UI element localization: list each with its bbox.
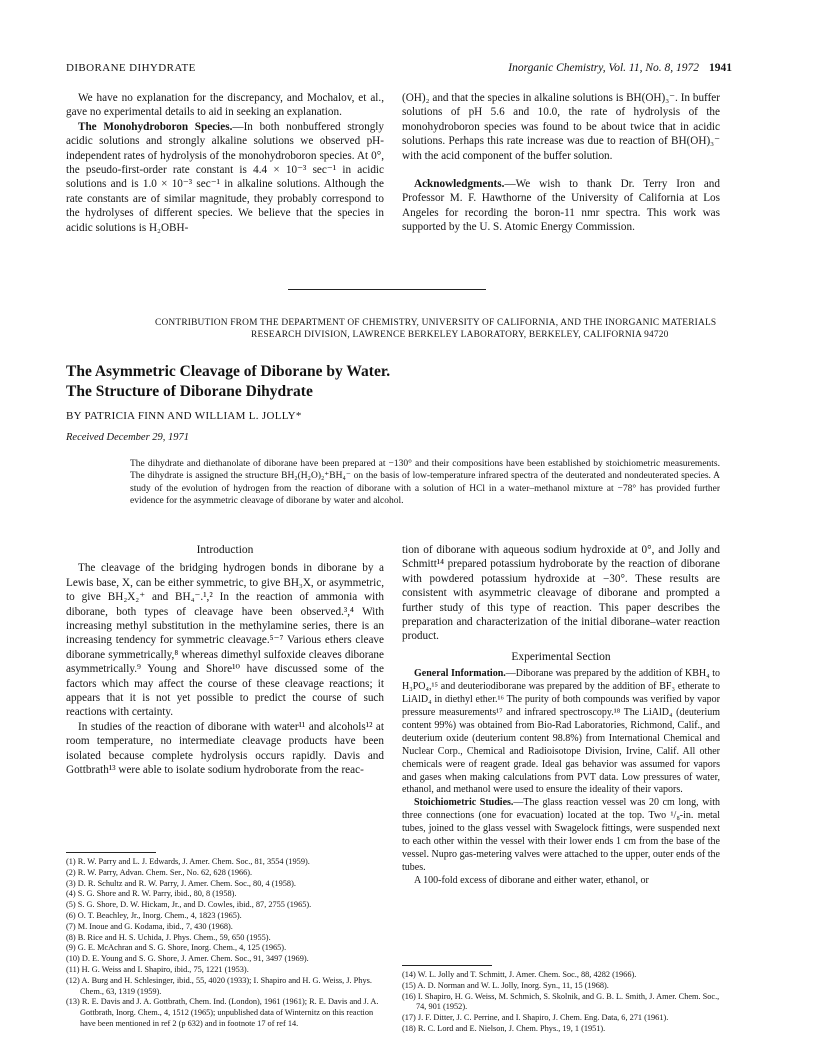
footnote-rule-left	[66, 852, 156, 853]
prev-article-right-column	[402, 91, 720, 235]
reference-item: (7) M. Inoue and G. Kodama, ibid., 7, 430 (1968).	[66, 921, 233, 931]
experimental-section	[402, 668, 720, 887]
title-line-1: The Asymmetric Cleavage of Diborane by Water.	[66, 363, 391, 380]
prev-paragraph-continued: (OH)₂ and that the species in alkaline solutions is BH(OH)₃⁻. In buffer solutions of pH 5.6 and 10.0, the rate of hydrolysis of the monohydroboron species was found to be about twice that in acidic solutions. Perhaps this rate increase was due to reaction of BH(OH)₃⁻ with the acid component of the buffer solution.	[402, 92, 720, 162]
running-header-title: DIBORANE DIHYDRATE	[66, 62, 196, 74]
stoichiometric-head: Stoichiometric Studies.	[414, 797, 514, 809]
intro-paragraph-3: tion of diborane with aqueous sodium hydroxide at 0°, and Jolly and Schmitt¹⁴ prepared potassium hydroborate by the reaction of diborane with powdered potassium hydroxide at −30°. These results are consistent with asymmetric cleavage of diborane and prompted a further study of this type of reaction. This paper describes the preparation and characterization of the initial diborane–water reaction product.	[402, 544, 720, 643]
reference-item: (2) R. W. Parry, Advan. Chem. Ser., No. 62, 628 (1966).	[66, 867, 253, 877]
monohydroboron-body: —In both nonbuffered strongly acidic solutions and strongly alkaline solutions we observed pH-independent rates of hydrolysis of the monohydroboron species. At 0°, the pseudo-first-order rate constant is 4.4 × 10⁻³ sec⁻¹ in acidic solutions and is 1.0 × 10⁻³ sec⁻¹ in alkaline solutions. Although the rate constants are of similar magnitude, they probably correspond to the hydrolyses of different species. We believe that the species in acidic solutions is H₂OBH-	[66, 120, 384, 234]
introduction-heading: Introduction	[196, 544, 254, 556]
reference-item: (8) B. Rice and H. S. Uchida, J. Phys. Chem., 59, 650 (1955).	[66, 932, 271, 942]
reference-item: (17) J. F. Ditter, J. C. Perrine, and I. Shapiro, J. Chem. Eng. Data, 6, 271 (1961).	[402, 1013, 669, 1023]
reference-item: (12) A. Burg and H. Schlesinger, ibid., 55, 4020 (1933); I. Shapiro and H. G. Weiss, J. Phys. Chem., 63, 1319 (1959).	[66, 975, 372, 996]
general-information-head: General Information.	[414, 668, 506, 680]
contribution-affiliation	[155, 317, 723, 342]
experimental-heading: Experimental Section	[511, 650, 611, 663]
references-right	[402, 970, 720, 1035]
reference-item: (4) S. G. Shore and R. W. Parry, ibid., 80, 8 (1958).	[66, 889, 237, 899]
references-left	[66, 857, 384, 1030]
received-date: Received December 29, 1971	[66, 432, 190, 443]
reference-item: (6) O. T. Beachley, Jr., Inorg. Chem., 4, 1823 (1965).	[66, 910, 242, 920]
article-separator-rule	[288, 289, 486, 290]
general-information-paragraph	[402, 668, 720, 797]
acknowledgments-head: Acknowledgments.	[414, 178, 505, 191]
journal-citation: Inorganic Chemistry, Vol. 11, No. 8, 1972	[508, 62, 699, 74]
reference-item: (11) H. G. Weiss and I. Shapiro, ibid., 75, 1221 (1953).	[66, 964, 249, 974]
reference-item: (9) G. E. McAchran and S. G. Shore, Inorg. Chem., 4, 125 (1965).	[66, 943, 287, 953]
intro-paragraph-2: In studies of the reaction of diborane with water¹¹ and alcohols¹² at room temperature, no intermediate cleavage products have been isolated because complete hydrolysis occurs rapidly. Davis and Gottbrath¹³ were able to isolate sodium hydroborate from the reac-	[66, 720, 384, 777]
affiliation-line-2: RESEARCH DIVISION, LAWRENCE BERKELEY LABORATORY, BERKELEY, CALIFORNIA 94720	[251, 330, 669, 341]
excess-diborane-paragraph: A 100-fold excess of diborane and either water, ethanol, or	[414, 874, 649, 886]
prev-paragraph-discrepancy: We have no explanation for the discrepancy, and Mochalov, et al., gave no experimental details to aid in seeking an explanation.	[66, 92, 384, 119]
reference-item: (14) W. L. Jolly and T. Schmitt, J. Amer. Chem. Soc., 88, 4282 (1966).	[402, 970, 637, 979]
reference-item: (3) D. R. Schultz and R. W. Parry, J. Amer. Chem. Soc., 80, 4 (1958).	[66, 878, 296, 888]
footnote-rule-right	[402, 965, 492, 966]
acknowledgments-paragraph	[402, 177, 720, 235]
reference-item: (10) D. E. Young and S. G. Shore, J. Amer. Chem. Soc., 91, 3497 (1969).	[66, 954, 309, 964]
authors: BY PATRICIA FINN AND WILLIAM L. JOLLY*	[66, 410, 302, 422]
article-title	[66, 362, 390, 402]
acknowledgments-body: —We wish to thank Dr. Terry Iron and Professor M. F. Hawthorne of the University of California at Los Angeles for recording the boron-11 nmr spectra. This work was supported by the U. S. Atomic Energy Commission.	[402, 178, 720, 234]
stoichiometric-body: —The glass reaction vessel was 20 cm long, with three connections (one for evacuation) located at the top. Two ¹/₈-in. metal tubes, joined to the glass vessel with Swagelock fittings, were suspended next to each other within the vessel with their lower ends 1 cm from the base of the vessel. Nupro gas-metering valves were attached to the upper, outer ends of the tubes.	[402, 797, 721, 873]
reference-item: (15) A. D. Norman and W. L. Jolly, Inorg. Syn., 11, 15 (1968).	[402, 980, 609, 990]
reference-item: (16) I. Shapiro, H. G. Weiss, M. Schmich, S. Skolnik, and G. B. L. Smith, J. Amer. Chem. Soc., 74, 901 (1952).	[402, 991, 720, 1012]
affiliation-line-1: CONTRIBUTION FROM THE DEPARTMENT OF CHEMISTRY, UNIVERSITY OF CALIFORNIA, AND THE INORGANIC MATERIALS	[155, 318, 717, 328]
general-information-body: —Diborane was prepared by the addition of KBH₄ to H₃PO₄,¹⁵ and deuteriodiborane was prepared by the addition of BF₃ etherate to LiAlD₄ in diethyl ether.¹⁶ The purity of both compounds was verified by vapor pressure measurements¹⁷ and infrared spectroscopy.¹⁸ The LiAlD₄ (deuterium content 99%) was obtained from Bio-Rad Laboratories, Richmond, Calif., and deuterium oxide (deuterium content 98.8%) from International Chemical and Nuclear Corp., Chemical and Radioisotope Division, Irvine, Calif. All other chemicals were of reagent grade. Ideal gas behavior was assumed for vapors and gases when making calculations from PVT data. Low pressures of water, ethanol, and methanol were used to ensure the ideality of their vapors.	[402, 668, 721, 796]
reference-item: (18) R. C. Lord and E. Nielson, J. Chem. Phys., 19, 1 (1951).	[402, 1023, 606, 1033]
prev-article-left-column	[66, 91, 384, 235]
reference-item: (13) R. E. Davis and J. A. Gottbrath, Chem. Ind. (London), 1961 (1961); R. E. Davis and J. A. Gottbrath, Inorg. Chem., 4, 1512 (1965); unpublished data of Winternitz on this reaction have been mentioned in ref 2 (p 632) and in footnote 17 of ref 14.	[66, 997, 379, 1028]
title-line-2: The Structure of Diborane Dihydrate	[66, 383, 313, 400]
reference-item: (5) S. G. Shore, D. W. Hickam, Jr., and D. Cowles, ibid., 87, 2755 (1965).	[66, 900, 312, 910]
prev-paragraph-monohydroboron	[66, 120, 384, 235]
intro-paragraph-1: The cleavage of the bridging hydrogen bonds in diborane by a Lewis base, X, can be either symmetric, to give BH₃X, or asymmetric, to give BH₂X₂⁺ and BH₄⁻.¹,² In the reaction of ammonia with diborane, both types of cleavage have been observed.³,⁴ With increasing methyl substitution in the methylamine series, there is an increasing tendency for symmetric cleavage.⁵⁻⁷ Various ethers cleave diborane symmetrically,⁸ whereas dimethyl sulfoxide cleaves diborane asymmetrically.⁹ Young and Shore¹⁰ have discussed some of the factors which may affect the course of these cleavage reactions; it appears that it is not yet possible to predict the course of such reactions with certainty.	[66, 562, 384, 719]
reference-item: (1) R. W. Parry and L. J. Edwards, J. Amer. Chem. Soc., 81, 3554 (1959).	[66, 857, 310, 866]
right-body-column	[402, 543, 720, 888]
abstract: The dihydrate and diethanolate of diborane have been prepared at −130° and their compositions have been established by stoichiometric measurements. The dihydrate is assigned the structure BH₂(H₂O)₂⁺BH₄⁻ on the basis of low-temperature infrared spectra of the deuterated and nondeuterated species. A study of the evolution of hydrogen from the reaction of diborane with a solution of HCl in a water–methanol mixture at −78° has provided further evidence for the asymmetric cleavage of diborane by water and alcohol.	[130, 459, 720, 506]
left-body-column	[66, 543, 384, 778]
page-number: 1941	[709, 62, 732, 74]
subhead-monohydroboron: The Monohydroboron Species.	[78, 120, 233, 133]
stoichiometric-paragraph	[402, 797, 720, 874]
running-header-journal	[508, 62, 732, 74]
